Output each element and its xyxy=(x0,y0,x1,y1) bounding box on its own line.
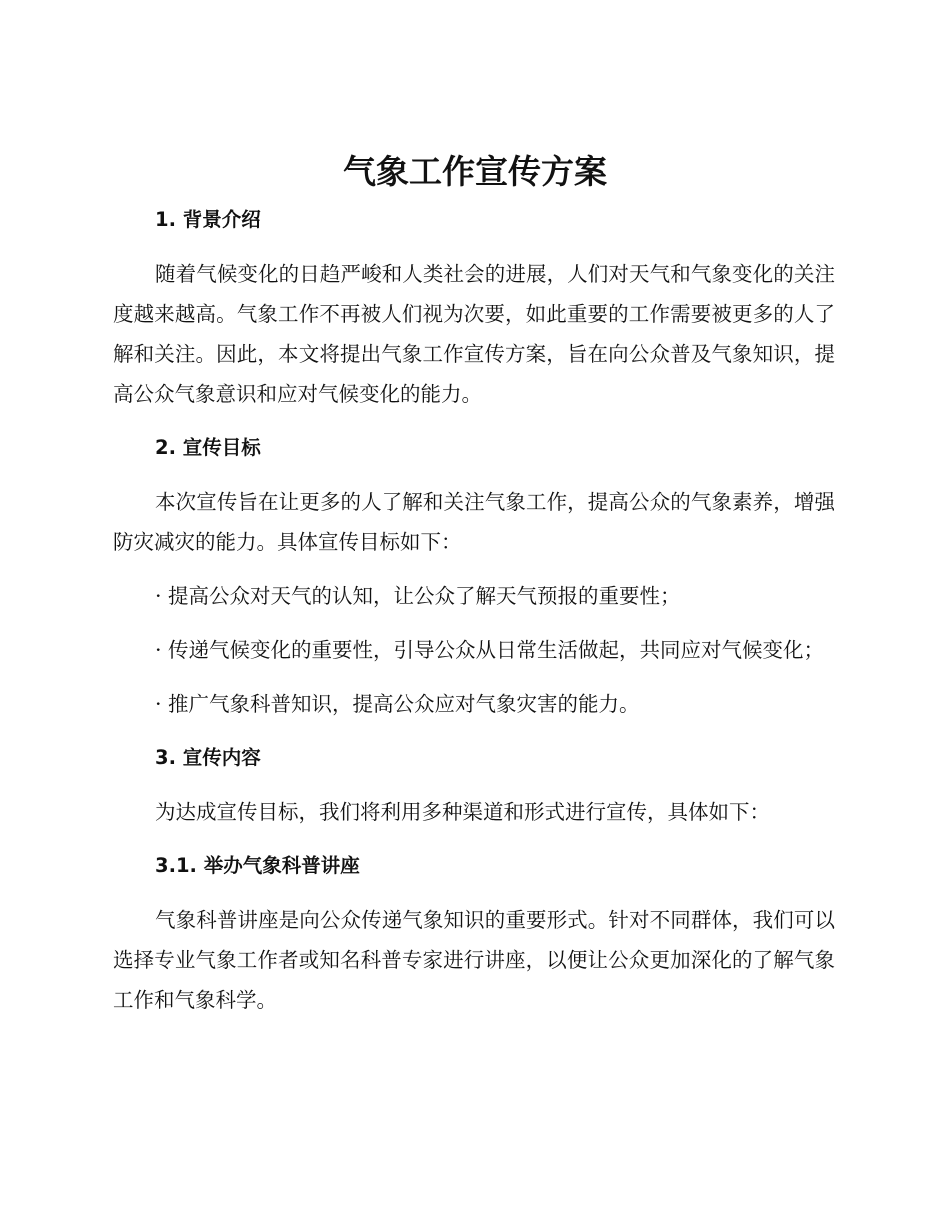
document-body xyxy=(113,200,835,1034)
subsection-heading-lectures: 3.1. 举办气象科普讲座 xyxy=(155,854,360,877)
section-heading-background: 1. 背景介绍 xyxy=(155,208,261,231)
section-heading-goals: 2. 宣传目标 xyxy=(155,436,261,459)
goal-bullet-2: · 传递气候变化的重要性，引导公众从日常生活做起，共同应对气候变化； xyxy=(155,638,825,662)
goal-bullet-3: · 推广气象科普知识，提高公众应对气象灾害的能力。 xyxy=(155,692,640,716)
document-title: 气象工作宣传方案 xyxy=(343,152,607,191)
section-heading-content: 3. 宣传内容 xyxy=(155,746,261,769)
content-paragraph: 为达成宣传目标，我们将利用多种渠道和形式进行宣传，具体如下： xyxy=(155,800,770,824)
goals-paragraph: 本次宣传旨在让更多的人了解和关注气象工作，提高公众的气象素养，增强防灾减灾的能力。具体宣传目标如下： xyxy=(113,490,835,554)
goal-bullet-1: · 提高公众对天气的认知，让公众了解天气预报的重要性； xyxy=(155,584,681,608)
lectures-paragraph: 气象科普讲座是向公众传递气象知识的重要形式。针对不同群体，我们可以选择专业气象工作者或知名科普专家进行讲座，以便让公众更加深化的了解气象工作和气象科学。 xyxy=(113,908,835,1012)
background-paragraph: 随着气候变化的日趋严峻和人类社会的进展，人们对天气和气象变化的关注度越来越高。气象工作不再被人们视为次要，如此重要的工作需要被更多的人了解和关注。因此，本文将提出气象工作宣传方案，旨在向公众普及气象知识，提高公众气象意识和应对气候变化的能力。 xyxy=(113,262,835,406)
